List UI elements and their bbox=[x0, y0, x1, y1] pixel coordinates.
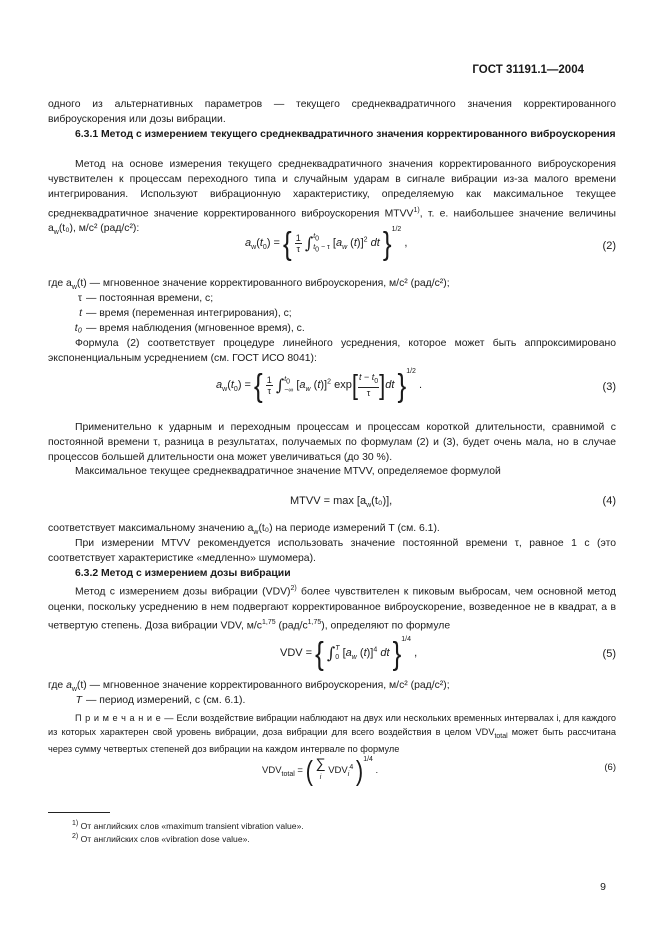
section-632-para1: Метод с измерением дозы вибрации (VDV)$^{2)}$ более чувствителен к пиковым выбросам, чем основной метод оценки, поскольку усреднению в нем подвергают корректированное виброускорение, возведенное не в квадрат, а в четвертую степень. Доза вибрации VDV, $м/с^{1,75}$ $(рад/с^{1,75})$, определяют по формуле bbox=[48, 585, 616, 632]
para1-end: (t₀), м/с² (рад/с²): bbox=[58, 223, 140, 235]
section-631-para3: Применительно к ударным и переходным процессам и процессам короткой длительности, сравнимой с постоянной времени τ, разница в результатах, получаемых по формулам (2) и (3), будет очень мала, но в случае процессов большей длительности она может увеличиваться (до 30 %). bbox=[48, 422, 616, 464]
footnote-ref-2[interactable]: 2) bbox=[290, 585, 297, 592]
definition-t: t — время (переменная интегрирования), с; bbox=[79, 308, 292, 319]
standard-header: ГОСТ 31191.1—2004 bbox=[472, 64, 584, 76]
section-632-title: 6.3.2 Метод с измерением дозы вибрации bbox=[75, 568, 291, 579]
equation-6: $VDV_{total}$ = ( ∑ i $VDV_i^4$ )$^{1/4}$ . bbox=[262, 754, 379, 786]
definition-T: T — период измерений, с (см. 6.1). bbox=[75, 695, 246, 706]
intro-paragraph: одного из альтернативных параметров — текущего среднеквадратичного значения корректированного виброускорения или дозы вибрации. bbox=[48, 99, 616, 126]
equation-5: VDV = { ∫T 0 [$a_w$ (t)]$^4$ dt }$^{1/4}$ , bbox=[280, 634, 418, 672]
para1-tail: , т. е. наибольшее значение величины a bbox=[48, 208, 616, 235]
equation-6-number: (6) bbox=[604, 762, 616, 773]
footnote-1: $^{1)}$ От английских слов «maximum transient vibration value». bbox=[72, 820, 304, 831]
equation-4: MTVV = $\max [a_w(t_0)]$, bbox=[290, 495, 393, 510]
where-aw-definition-2: где $a_w(t)$ — мгновенное значение корректированного виброускорения, м/с² (рад/с²); bbox=[48, 680, 450, 694]
equation-3: $a_w(t_0)$ = { $\frac{1}{\tau} \int t_0$ −∞ [$a_w$ (t)]$^2$ exp[ $\frac{t - t_0}{\tau}]dt$ }$^{1/2}$ . bbox=[216, 366, 423, 404]
section-631-para6: При измерении MTVV рекомендуется использовать значение постоянной времени τ, равное 1 с (это соответствует характеристике «медленно» шумомера). bbox=[48, 538, 616, 565]
note-block: П р и м е ч а н и е — Если воздействие вибрации наблюдают на двух или нескольких временных интервалах i, для каждого из которых характерен свой уровень вибрации, доза вибрации для всего воздействия в целом $VDV_{total}$ может быть рассчитана через сумму четвертых степеней доз вибрации на каждом интервале по формуле bbox=[48, 713, 616, 754]
section-631-title: 6.3.1 Метод с измерением текущего среднеквадратичного значения корректированного виброускорения bbox=[75, 129, 616, 140]
footnote-separator bbox=[48, 812, 110, 813]
equation-2: $a_w(t_0)$ = { $\frac{1}{\tau} \int t_0$ $t_0 - \tau$ [$a_w$ (t)]$^2$ dt }$^{1/2}$ , bbox=[245, 224, 408, 262]
where-aw-definition: где $a_w(t)$ — мгновенное значение корректированного виброускорения, м/с² (рад/с²); bbox=[48, 278, 450, 292]
equation-5-number: (5) bbox=[602, 648, 616, 660]
page-number: 9 bbox=[600, 881, 606, 893]
footnote-2: $^{2)}$ От английских слов «vibration dose value». bbox=[72, 833, 250, 844]
footnote-ref-1[interactable]: 1) bbox=[413, 206, 420, 214]
definition-t0: t₀ — время наблюдения (мгновенное время), с. bbox=[74, 323, 305, 334]
equation-3-number: (3) bbox=[602, 381, 616, 393]
section-631-para5: соответствует максимальному значению $a_w(t_0)$ на периоде измерений T (см. 6.1). bbox=[48, 523, 440, 537]
definition-tau: τ — постоянная времени, с; bbox=[77, 293, 214, 304]
equation-4-number: (4) bbox=[602, 495, 616, 507]
section-631-para2: Формула (2) соответствует процедуре линейного усреднения, которое может быть аппроксимировано экспоненциальным усреднением (см. ГОСТ ИСО 8041): bbox=[48, 338, 616, 365]
section-631-para4: Максимальное текущее среднеквадратичное значение MTVV, определяемое формулой bbox=[75, 466, 501, 477]
equation-2-number: (2) bbox=[602, 240, 616, 252]
para1-text: Метод на основе измерения текущего среднеквадратичного значения корректированного виброускорения чувствителен к процессам переходного типа и случайным ударам в сигнале вибрации из-за малого времени интегрирования. Используют вибрационную характеристику, определяемую как максимальное текущее среднеквадратичное значение корректированного виброускорения MTVV bbox=[48, 159, 616, 220]
section-631-para1: Метод на основе измерения текущего среднеквадратичного значения корректированного виброускорения чувствителен к процессам переходного типа и случайным ударам в сигнале вибрации из-за малого времени интегрирования. Используют вибрационную характеристику, определяемую как максимальное текущее среднеквадратичное значение корректированного виброускорения MTVV$^{1)}$, т. е. наибольшее значение величины $a_w(t_0)$, м/с² (рад/с²): bbox=[48, 159, 616, 237]
